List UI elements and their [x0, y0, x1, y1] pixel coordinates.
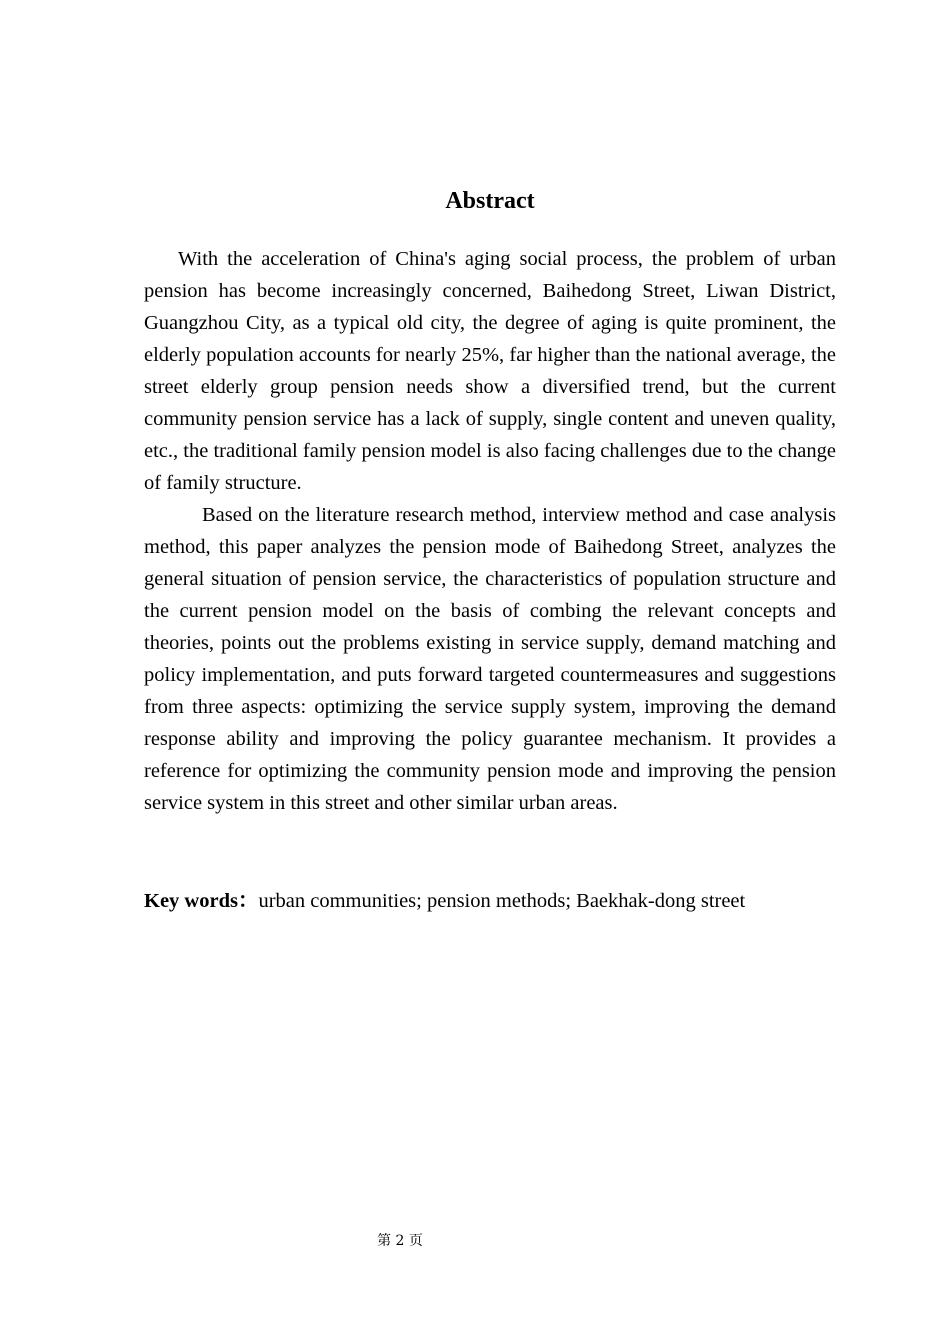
abstract-paragraph-1: With the acceleration of China's aging social process, the problem of urban pension has become increasingly concerned, Baihedong Street, Liwan District, Guangzhou City, as a typical old city, the degree of aging is quite prominent, the elderly population accounts for nearly 25%, far higher than the national average, the street elderly group pension needs show a diversified trend, but the current community pension service has a lack of supply, single content and uneven quality, etc., the traditional family pension model is also facing challenges due to the change of family structure.	[144, 248, 836, 494]
keywords-label: Key words	[144, 890, 238, 912]
abstract-paragraph-2: Based on the literature research method, interview method and case analysis method, this paper analyzes the pension mode of Baihedong Street, analyzes the general situation of pension service, the characteristics of population structure and the current pension model on the basis of combing the relevant concepts and theories, points out the problems existing in service supply, demand matching and policy implementation, and puts forward targeted countermeasures and suggestions from three aspects: optimizing the service supply system, improving the demand response ability and improving the policy guarantee mechanism. It provides a reference for optimizing the community pension mode and improving the pension service system in this street and other similar urban areas.	[144, 504, 836, 814]
keywords-line	[144, 885, 844, 917]
abstract-body	[144, 243, 836, 819]
keywords-text: urban communities; pension methods; Baekhak-dong street	[258, 890, 746, 912]
abstract-title: Abstract	[445, 188, 535, 214]
page-number: 第 2 页	[377, 1233, 423, 1249]
keywords-separator: ：	[237, 890, 259, 912]
